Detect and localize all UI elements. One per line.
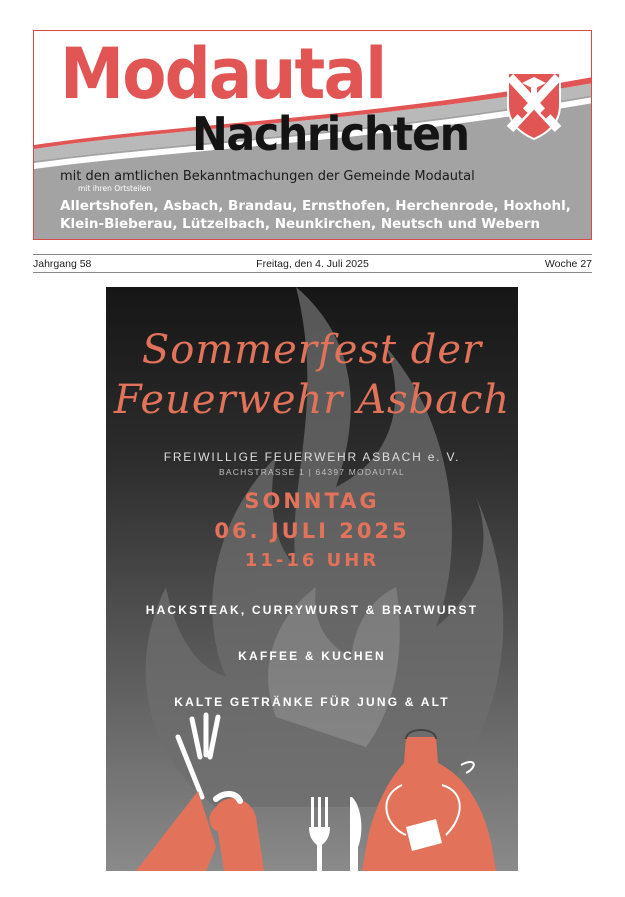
masthead-note: mit ihren Ortsteilen xyxy=(78,184,152,193)
village-list-line1: Allertshofen, Asbach, Brandau, Ernsthofen, Herchenrode, Hoxhohl, xyxy=(60,198,571,214)
poster-organization: FREIWILLIGE FEUERWEHR ASBACH e. V. xyxy=(163,450,461,464)
poster-time: 11-16 UHR xyxy=(244,550,380,571)
event-poster xyxy=(106,287,518,871)
title-nachrichten: Nachrichten xyxy=(192,107,469,161)
issue-info-bar xyxy=(33,254,592,273)
poster-headline-line1: Sommerfest der xyxy=(141,327,483,373)
masthead xyxy=(33,30,592,240)
volume-label: Jahrgang 58 xyxy=(33,258,92,270)
poster-address: BACHSTRASSE 1 | 64397 MODAUTAL xyxy=(219,467,405,477)
week-label: Woche 27 xyxy=(544,258,592,270)
poster-art xyxy=(106,287,518,871)
poster-food-line1: HACKSTEAK, CURRYWURST & BRATWURST xyxy=(145,603,479,617)
poster-food-line3: KALTE GETRÄNKE FÜR JUNG & ALT xyxy=(174,695,450,709)
poster-day: SONNTAG xyxy=(244,489,380,513)
village-list xyxy=(60,197,571,233)
grill-fork-handle xyxy=(136,791,216,871)
title-modautal: Modautal xyxy=(60,33,386,115)
fork-icon xyxy=(309,797,330,871)
masthead-subtitle: mit den amtlichen Bekanntmachungen der Gemeinde Modautal xyxy=(60,169,475,184)
village-list-line2: Klein-Bieberau, Lützelbach, Neunkirchen, Neutsch und Webern xyxy=(60,216,540,232)
poster-headline-line2: Feuerwehr Asbach xyxy=(113,377,511,423)
issue-date: Freitag, den 4. Juli 2025 xyxy=(256,258,369,270)
knife-icon xyxy=(350,797,361,871)
poster-food-line2: KAFFEE & KUCHEN xyxy=(238,649,386,663)
coat-of-arms-icon xyxy=(504,67,564,141)
poster-date: 06. JULI 2025 xyxy=(214,519,410,543)
